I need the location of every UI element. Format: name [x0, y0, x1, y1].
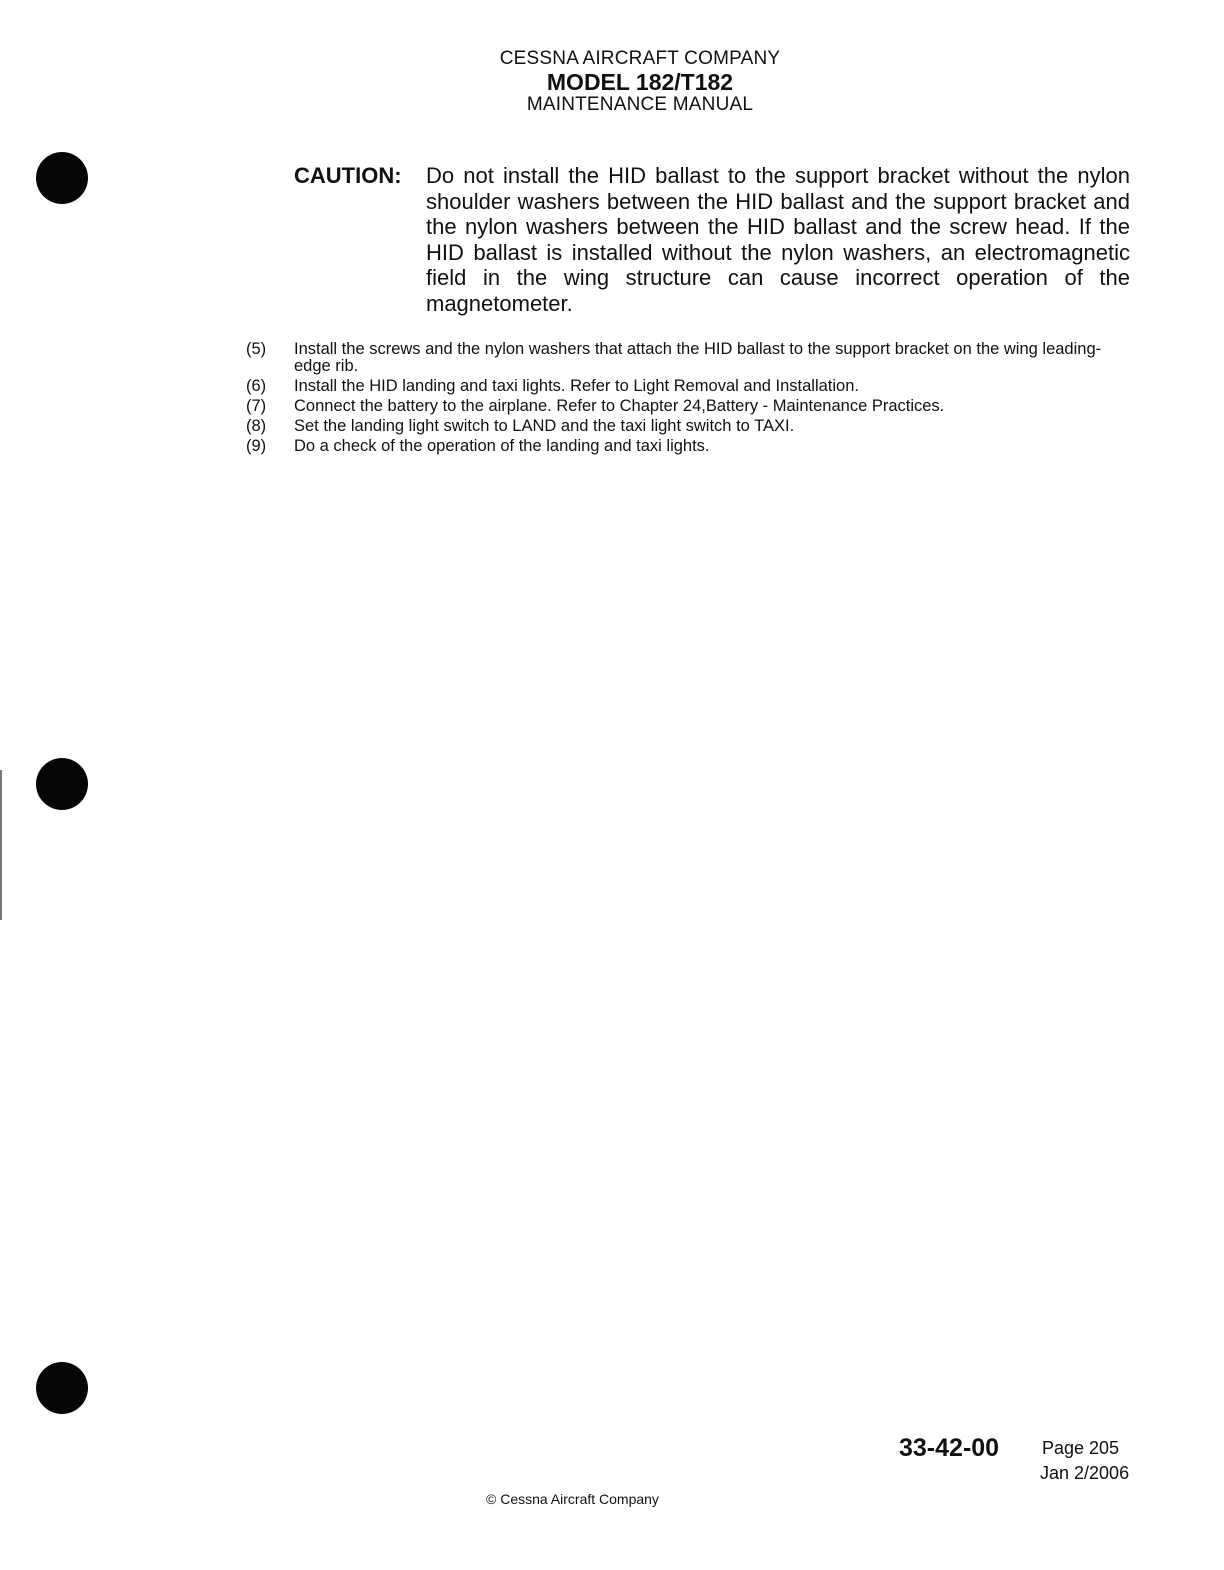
step-number: (6)	[246, 377, 267, 395]
binder-hole	[36, 152, 88, 204]
step-text: Set the landing light switch to LAND and the taxi light switch to TAXI.	[294, 417, 795, 435]
copyright-notice: © Cessna Aircraft Company	[486, 1491, 659, 1507]
revision-date: Jan 2/2006	[1040, 1463, 1130, 1483]
page-number: Page 205	[1042, 1438, 1120, 1458]
page-header	[440, 48, 840, 116]
company-name: CESSNA AIRCRAFT COMPANY	[499, 48, 781, 69]
list-item	[246, 438, 1136, 455]
list-item	[246, 398, 1136, 415]
binder-hole	[36, 1362, 88, 1414]
list-item	[246, 378, 1136, 395]
step-number: (7)	[246, 397, 267, 415]
binder-hole	[36, 758, 88, 810]
step-text: Install the HID landing and taxi lights. Refer to Light Removal and Installation.	[294, 377, 859, 395]
procedure-steps	[246, 341, 1136, 458]
caution-text: Do not install the HID ballast to the support bracket without the nylon shoulder washers between the HID ballast and the support bracket and the nylon washers between the HID ballast and the screw head. If the HID ballast is installed without the nylon washers, an electromagnetic field in the wing structure can cause incorrect operation of the magnetometer.	[426, 163, 1130, 316]
scan-edge-mark	[0, 770, 2, 920]
step-text: Connect the battery to the airplane. Refer to Chapter 24,Battery - Maintenance Practices.	[294, 397, 945, 415]
list-item	[246, 341, 1136, 375]
step-number: (5)	[246, 340, 267, 358]
step-text: Install the screws and the nylon washers that attach the HID ballast to the support bracket on the wing leading-edge rib.	[294, 340, 1102, 375]
step-number: (9)	[246, 437, 267, 455]
step-text: Do a check of the operation of the landing and taxi lights.	[294, 437, 710, 455]
list-item	[246, 418, 1136, 435]
caution-label: CAUTION:	[294, 163, 402, 188]
manual-title: MAINTENANCE MANUAL	[526, 94, 754, 115]
section-code: 33-42-00	[899, 1434, 1000, 1462]
step-number: (8)	[246, 417, 267, 435]
model-title: MODEL 182/T182	[546, 69, 734, 95]
